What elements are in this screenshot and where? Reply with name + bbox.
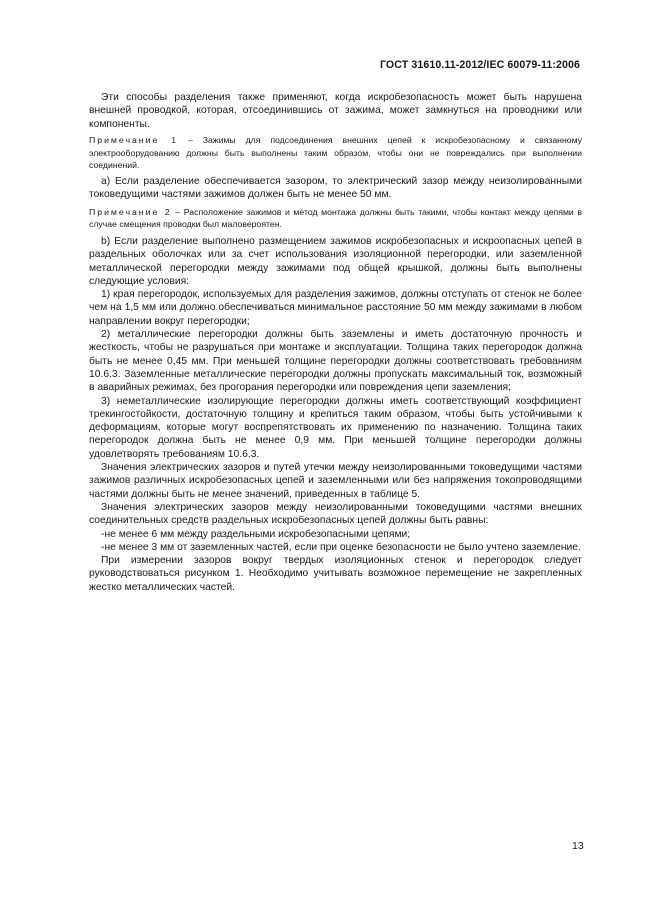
condition-3: 3) неметаллические изолирующие перегородки должны иметь соответствующий коэффициент трекингостойкости, достаточную толщину и крепиться таким образом, чтобы быть устойчивыми к деформациям, которые могут воспрепятствовать их применению по назначению. Толщина таких перегородок должна быть не менее 0,9 мм. При меньшей толщине перегородки должны удовлетворять требованиям 10.6.3.	[89, 395, 582, 460]
paragraph-separation-methods: Эти способы разделения также применяют, когда искробезопасность может быть нарушена внешней проводкой, которая, отсоединившись от зажима, может замкнуться на проводники или компоненты.	[89, 92, 582, 130]
note-1-label: Примечание 1	[89, 134, 179, 145]
document-header: ГОСТ 31610.11-2012/IEC 60079-11:2006	[379, 59, 580, 71]
page-number: 13	[572, 840, 584, 852]
list-item-6mm-text: не менее 6 мм между раздельными искробезопасными цепями;	[104, 528, 411, 540]
paragraph-clearances-table5: Значения электрических зазоров и путей утечки между неизолированными токоведущими частями зажимов различных искробезопасных цепей и заземленными или без напряжения токопроводящими частями должны быть не менее значений, приведенных в таблице 5.	[89, 462, 582, 500]
document-body	[89, 91, 582, 594]
paragraph-b: b) Если разделение выполнено размещением зажимов искробезопасных и искроопасных цепей в раздельных оболочках или за счет использования изоляционной перегородки, или заземленной металлической перегородки между зажимами под общей крышкой, должны быть выполнены следующие условия:	[89, 236, 582, 287]
note-2-text: – Расположение зажимов и метод монтажа должны быть такими, чтобы контакт между цепями в случае смещения проводки был маловероятен.	[89, 206, 583, 230]
note-2	[89, 206, 582, 231]
note-2-label: Примечание 2	[89, 206, 172, 217]
list-item-6mm	[89, 528, 582, 541]
condition-2: 2) металлические перегородки должны быть заземлены и иметь достаточную прочность и жесткость, чтобы не разрушаться при монтаже и эксплуатации. Толщина таких перегородок должна быть не менее 0,45 мм. При меньшей толщине перегородки должны соответствовать требованиям 10.6.3. Заземленные металлические перегородки должны пропускать максимальный ток, возможный в аварийных режимах, без прогорания перегородки или повреждения цепи заземления;	[89, 329, 582, 394]
dash-marker: -	[101, 528, 105, 540]
list-item-3mm	[89, 541, 582, 554]
paragraph-external-clearances: Значения электрических зазоров между неизолированными токоведущими частями внешних соединительных средств раздельных искробезопасных цепей должны быть равны:	[89, 501, 582, 527]
note-1	[89, 134, 582, 172]
paragraph-figure-1: При измерении зазоров вокруг твердых изоляционных стенок и перегородок следует руководствоваться рисунком 1. Необходимо учитывать возможное перемещение не закрепленных жестко металлических частей.	[89, 555, 582, 593]
note-1-text: – Зажимы для подсоединения внешних цепей к искробезопасному и связанному электрооборудованию должны быть выполнены таким образом, чтобы они не повреждались при выполнении соединений.	[89, 134, 583, 171]
list-item-3mm-text: не менее 3 мм от заземленных частей, если при оценке безопасности не было учтено заземление.	[104, 541, 581, 553]
condition-1: 1) края перегородок, используемых для разделения зажимов, должны отступать от стенок не более чем на 1,5 мм или должно обеспечиваться минимальное расстояние 50 мм между зажимами в любом направлении вокруг перегородки;	[89, 289, 582, 327]
dash-marker: -	[101, 541, 105, 553]
paragraph-a: a) Если разделение обеспечивается зазором, то электрический зазор между неизолированными токоведущими частями зажимов должен быть не менее 50 мм.	[89, 176, 582, 201]
